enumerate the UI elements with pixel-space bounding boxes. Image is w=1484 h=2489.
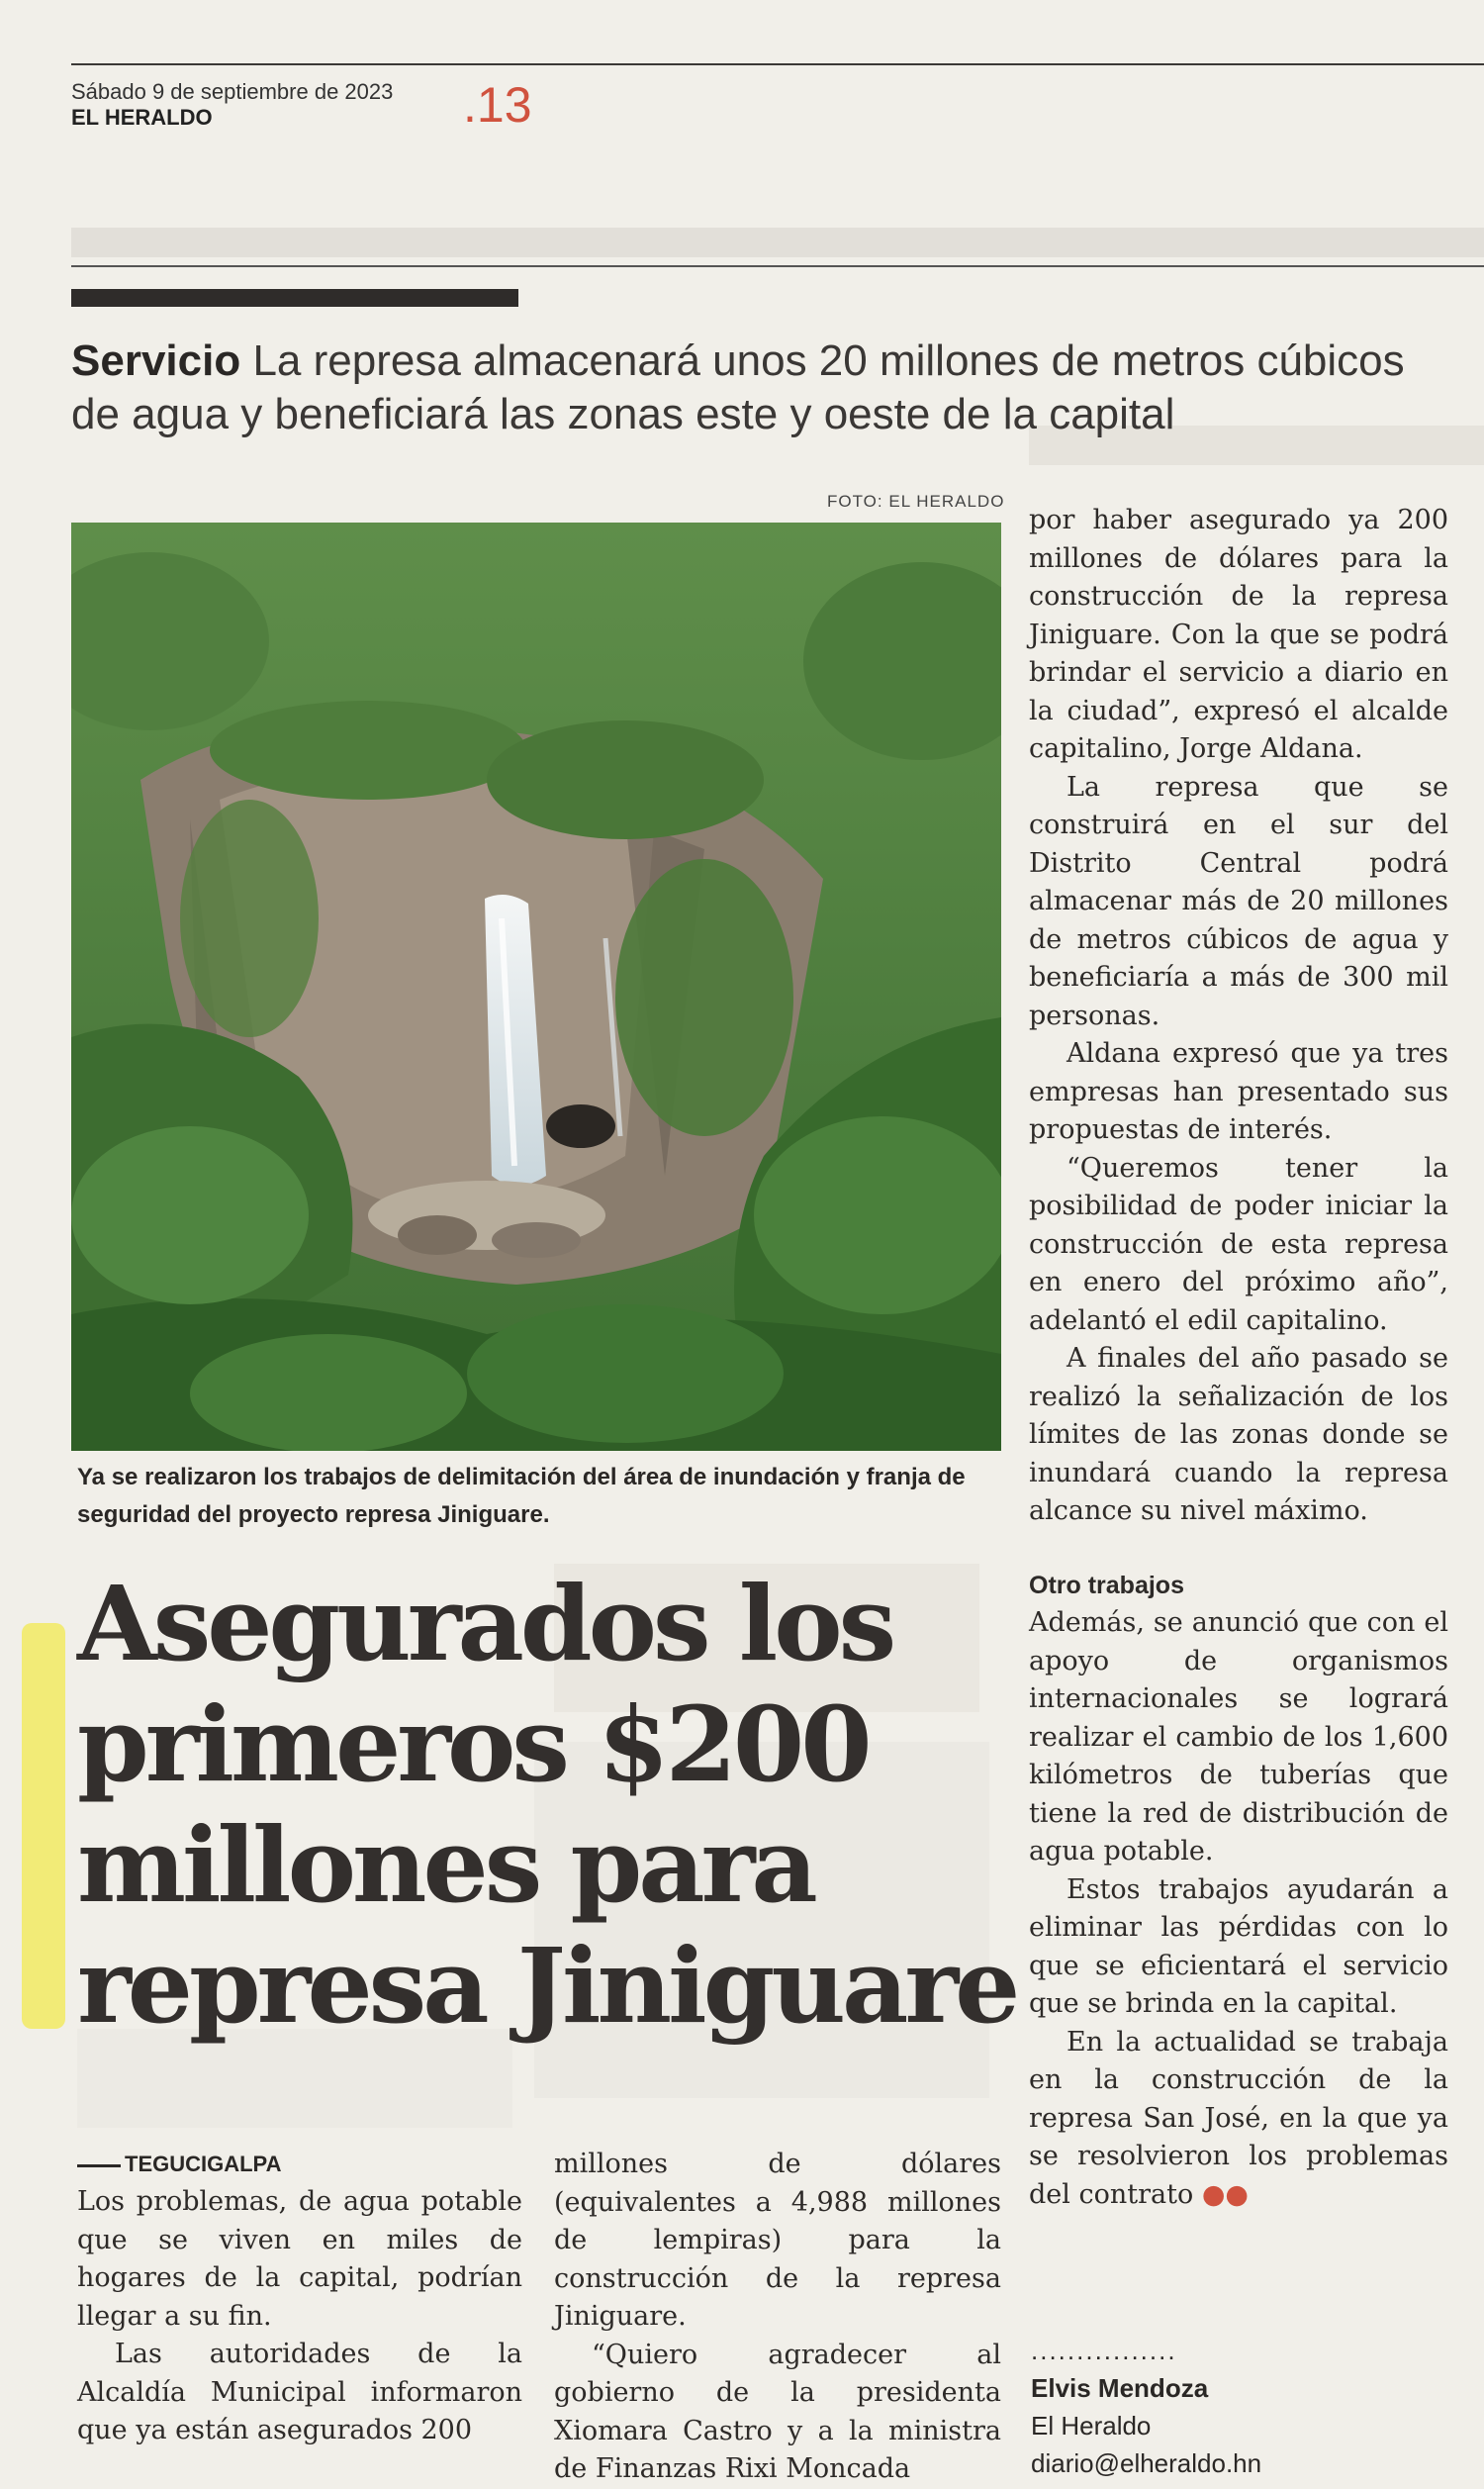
dateline-rule bbox=[77, 2164, 121, 2167]
col3-paragraph-4: “Queremos tener la posibilidad de poder iniciar la construcción de esta represa en enero del próximo año”, adelantó el edil capitalino. bbox=[1029, 1152, 1448, 1336]
col1-paragraph-2: Las autoridades de la Alcaldía Municipal informaron que ya están asegurados 200 bbox=[77, 2339, 522, 2445]
column-2 bbox=[554, 2146, 1001, 2489]
column-1 bbox=[77, 2183, 522, 2450]
dateline bbox=[77, 2152, 281, 2177]
highlighter-mark bbox=[22, 1623, 65, 2029]
col3-paragraph-8 bbox=[1029, 2024, 1448, 2215]
lead-bar bbox=[71, 289, 518, 307]
photo-caption: Ya se realizaron los trabajos de delimitación del área de inundación y franja de seguridad del proyecto represa Jiniguare. bbox=[77, 1464, 966, 1528]
headline: Asegurados los primeros $200 millones para represa Jiniguare bbox=[77, 1563, 1017, 2047]
col3-paragraph-7: Estos trabajos ayudarán a eliminar las pérdidas con lo que se eficientará el servicio que se brinda en la capital. bbox=[1029, 1873, 1448, 2019]
dateline-text: TEGUCIGALPA bbox=[125, 2152, 282, 2176]
issue-date: Sábado 9 de septiembre de 2023 bbox=[71, 79, 394, 104]
col3-paragraph-6: Además, se anunció que con el apoyo de organismos internacionales se logrará realizar el cambio de los 1,600 kilómetros de tuberías que tiene la red de distribución de agua potable. bbox=[1029, 1607, 1448, 1867]
col3-paragraph-3: Aldana expresó que ya tres empresas han presentado sus propuestas de interés. bbox=[1029, 1038, 1448, 1145]
col3-paragraph-8-text: En la actualidad se trabaja en la construcción de la represa San José, en la que ya se resolvieron los problemas del contrato bbox=[1029, 2026, 1448, 2210]
author-name: Elvis Mendoza bbox=[1031, 2373, 1209, 2403]
top-rule bbox=[71, 63, 1484, 65]
author-outlet: El Heraldo bbox=[1031, 2411, 1152, 2441]
lead-text: La represa almacenará unos 20 millones de metros cúbicos de agua y beneficiará las zonas este y oeste de la capital bbox=[71, 336, 1405, 438]
author-block bbox=[1031, 2332, 1261, 2482]
author-separator: ................ bbox=[1031, 2336, 1177, 2365]
col3-paragraph-5: A finales del año pasado se realizó la señalización de los límites de las zonas donde se inundará cuando la represa alcance su nivel máximo. bbox=[1029, 1343, 1448, 1526]
column-3 bbox=[1029, 502, 1448, 2214]
col2-paragraph-1: millones de dólares (equivalentes a 4,988 millones de lempiras) para la construcción de la represa Jiniguare. bbox=[554, 2149, 1001, 2332]
col3-paragraph-1: por haber asegurado ya 200 millones de dólares para la construcción de la represa Jiniguare. Con la que se podrá brindar el servicio a diario en la ciudad”, expresó el alcalde capitalino, Jorge Aldana. bbox=[1029, 505, 1448, 764]
col1-paragraph-1: Los problemas, de agua potable que se viven en miles de hogares de la capital, podrían llegar a su fin. bbox=[77, 2186, 522, 2332]
section-rule bbox=[71, 265, 1484, 267]
lead-summary bbox=[71, 335, 1437, 441]
photo-credit: FOTO: EL HERALDO bbox=[827, 492, 1005, 511]
bleed-through-band bbox=[71, 228, 1484, 257]
waterfall-photo bbox=[71, 523, 1001, 1451]
col3-subhead: Otro trabajos bbox=[1029, 1571, 1184, 1599]
author-email[interactable]: diario@elheraldo.hn bbox=[1031, 2448, 1262, 2478]
end-of-article-icon: ●● bbox=[1201, 2178, 1249, 2210]
newspaper-name: EL HERALDO bbox=[71, 105, 213, 130]
waterfall-photo-image bbox=[71, 523, 1001, 1451]
lead-label: Servicio bbox=[71, 336, 241, 385]
col2-paragraph-2: “Quiero agradecer al gobierno de la presidenta Xiomara Castro y a la ministra de Finanzas Rixi Moncada bbox=[554, 2339, 1001, 2484]
col3-paragraph-2: La represa que se construirá en el sur del Distrito Central podrá almacenar más de 20 millones de metros cúbicos de agua y beneficiaría a más de 300 mil personas. bbox=[1029, 771, 1448, 1031]
page-number: .13 bbox=[463, 77, 532, 133]
